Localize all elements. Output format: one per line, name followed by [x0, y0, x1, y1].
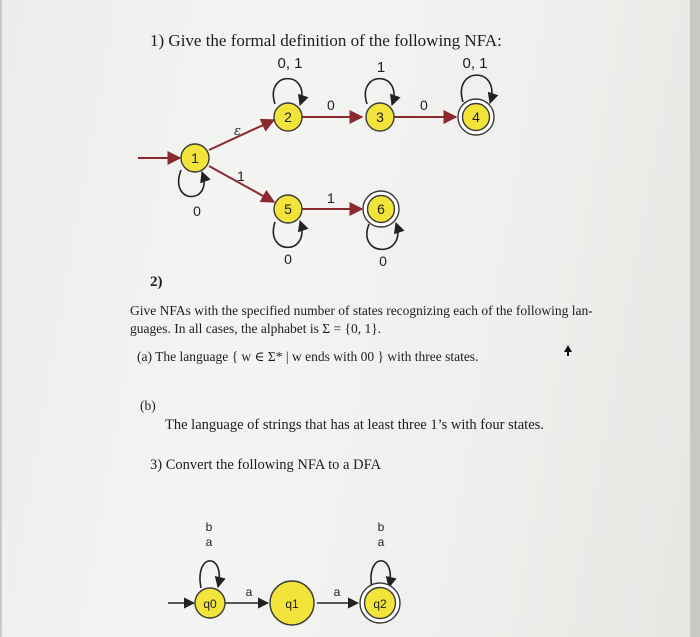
nfa3-loop-label-q2-a: a [377, 535, 385, 549]
nfa1-state-1-label: 1 [191, 150, 199, 166]
nfa1-loop-2 [273, 79, 302, 105]
nfa3-state-q0 [195, 588, 225, 618]
nfa1-edge-label-1-2: ε [234, 124, 241, 139]
nfa1-state-6 [363, 191, 399, 227]
nfa3-loop-label-q2-b: b [377, 520, 385, 534]
nfa3-edge-label-q0-q1: a [245, 585, 253, 599]
nfa3-edge-label-q1-q2: a [333, 585, 341, 599]
nfa1-state-3-label: 3 [376, 109, 384, 125]
q1-heading: 1) Give the formal definition of the following NFA: [150, 31, 502, 50]
nfa1-loop-label-6: 0 [379, 253, 387, 269]
q2-part-b: The language of strings that has at least three 1’s with four states. [165, 417, 544, 433]
nfa3-loop-label-q0-a: a [205, 535, 213, 549]
q2-part-a: (a) The language { w ∈ Σ* | w ends with 00 } with three states. [137, 349, 479, 364]
q2-heading: 2) [150, 274, 163, 290]
nfa1-loop-3 [365, 79, 394, 105]
nfa1-loop-label-2: 0, 1 [277, 55, 303, 72]
nfa1-edge-1-2 [209, 120, 274, 150]
nfa1-state-5 [274, 195, 302, 223]
nfa1-loop-label-5: 0 [284, 251, 292, 267]
nfa1-loop-1 [179, 170, 204, 197]
nfa1-edge-label-3-4: 0 [420, 97, 428, 113]
nfa3-state-q1 [270, 581, 314, 625]
nfa3-state-q2 [360, 583, 400, 623]
nfa1-edge-label-5-6: 1 [327, 190, 335, 206]
nfa1-loop-label-3: 1 [376, 59, 386, 76]
nfa1-edge-label-2-3: 0 [327, 97, 335, 113]
nfa1-edge-label-1-5: 1 [237, 168, 245, 184]
nfa3-state-q1-label: q1 [285, 597, 299, 611]
nfa1-state-2 [274, 103, 302, 131]
nfa1-state-6-label: 6 [377, 201, 385, 217]
nfa3-loop-label-q0-b: b [205, 520, 213, 534]
nfa1-state-4 [458, 99, 494, 135]
nfa3-loop-q0 [200, 561, 219, 588]
q2-intro-line1: Give NFAs with the specified number of states recognizing each of the following lan- [130, 303, 593, 318]
nfa1-loop-5 [273, 221, 302, 247]
nfa1-loop-label-1: 0 [193, 203, 201, 219]
nfa1-loop-label-4: 0, 1 [462, 55, 488, 72]
nfa3-state-q0-label: q0 [203, 597, 217, 611]
nfa1-state-5-label: 5 [284, 201, 292, 217]
nfa3-state-q2-label: q2 [373, 597, 387, 611]
q3-heading: 3) Convert the following NFA to a DFA [150, 457, 382, 473]
q2-part-b-label: (b) [140, 398, 156, 413]
nfa1-state-4-label: 4 [472, 109, 480, 125]
nfa1-state-3 [366, 103, 394, 131]
nfa1-state-2-label: 2 [284, 109, 292, 125]
q2-intro-line2: guages. In all cases, the alphabet is Σ = {0, 1}. [130, 321, 382, 336]
nfa1-state-1 [181, 144, 209, 172]
